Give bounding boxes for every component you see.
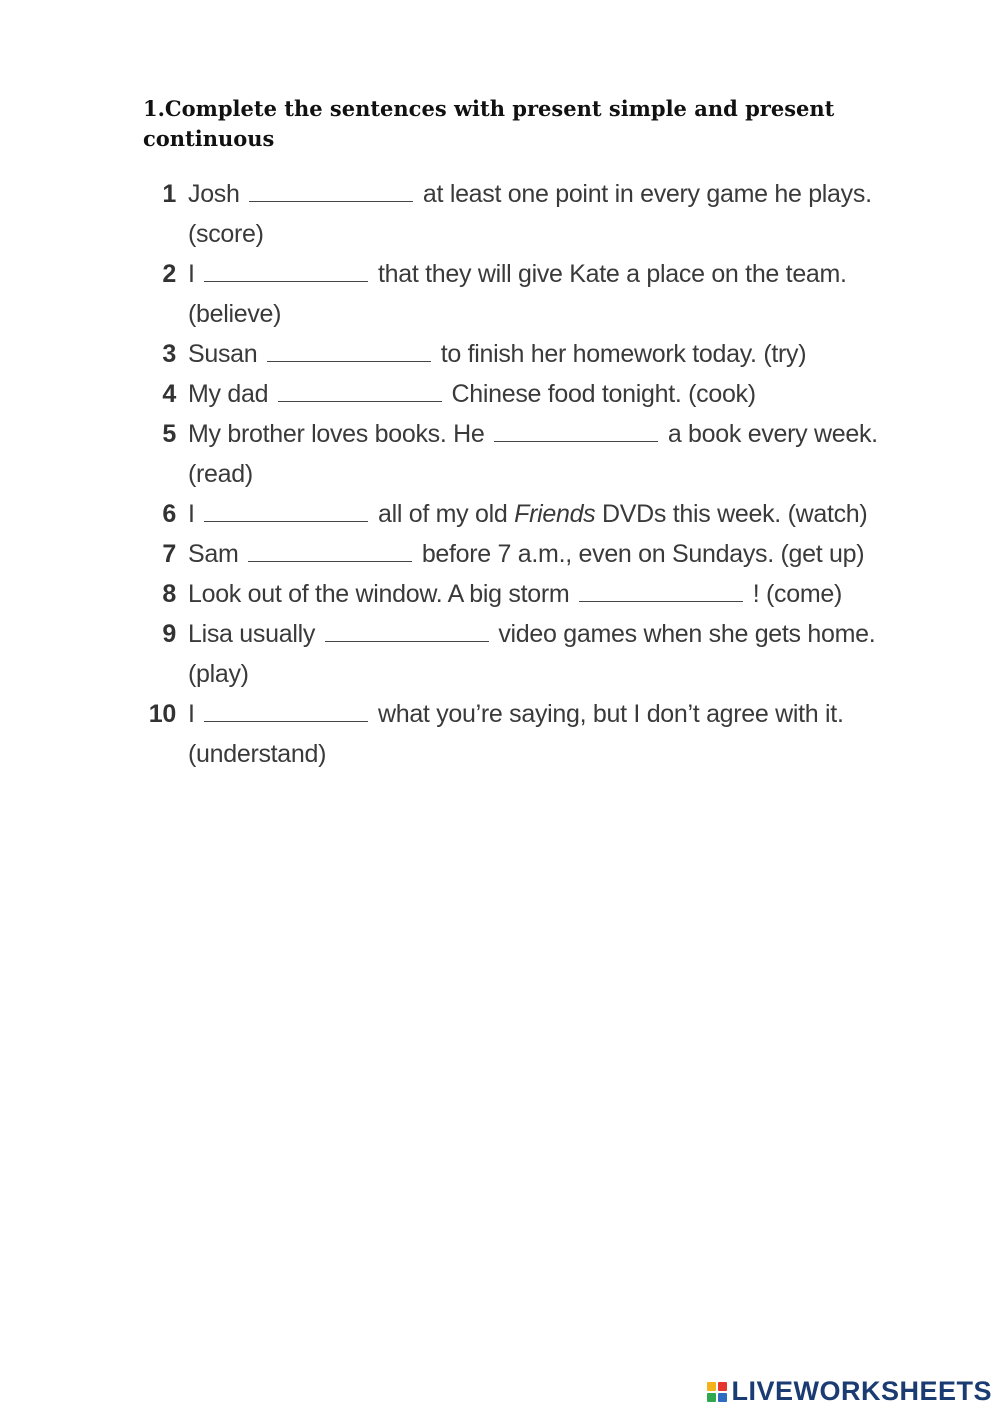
sentence-end: ! (come): [752, 580, 843, 608]
item-number: 8: [162, 580, 176, 608]
sentence-end: what you’re saying, but I don’t agree with it. (understand): [188, 700, 844, 768]
answer-blank-7[interactable]: [248, 537, 412, 562]
item-number: 5: [162, 420, 176, 448]
logo-square: [707, 1393, 716, 1402]
sentence-item-3: [148, 334, 908, 374]
sentence-item-4: [148, 374, 908, 414]
sentence-start: Sam: [188, 540, 239, 568]
item-number: 4: [162, 380, 176, 408]
sentence-end-pre: all of my old: [377, 500, 508, 528]
answer-blank-5[interactable]: [494, 417, 658, 442]
sentence-start: Josh: [188, 180, 240, 208]
item-number: 6: [162, 500, 176, 528]
sentence-end: to finish her homework today. (try): [440, 340, 807, 368]
sentence-end: video games when she gets home. (play): [188, 620, 876, 688]
answer-blank-8[interactable]: [579, 577, 743, 602]
sentence-item-7: [148, 534, 908, 574]
sentence-end-post: DVDs this week. (watch): [602, 500, 868, 528]
italic-title: Friends: [514, 500, 596, 528]
sentence-start: Susan: [188, 340, 258, 368]
sentence-item-2: [148, 254, 908, 334]
item-number: 9: [162, 620, 176, 648]
sentence-end: at least one point in every game he plays. (score): [188, 180, 872, 248]
sentence-end: a book every week. (read): [188, 420, 878, 488]
answer-blank-3[interactable]: [267, 337, 431, 362]
answer-blank-2[interactable]: [204, 257, 368, 282]
item-number: 10: [148, 700, 176, 728]
sentence-end: that they will give Kate a place on the team. (believe): [188, 260, 847, 328]
sentence-start: My brother loves books. He: [188, 420, 485, 448]
sentence-item-1: [148, 174, 908, 254]
item-number: 1: [162, 180, 176, 208]
item-number: 3: [162, 340, 176, 368]
sentence-item-6: [148, 494, 908, 534]
answer-blank-10[interactable]: [204, 697, 368, 722]
logo-square: [718, 1382, 727, 1391]
sentence-start: My dad: [188, 380, 269, 408]
liveworksheets-logo-icon: [707, 1382, 727, 1402]
sentence-item-5: [148, 414, 908, 494]
sentence-end: before 7 a.m., even on Sundays. (get up): [421, 540, 865, 568]
answer-blank-9[interactable]: [325, 617, 489, 642]
exercise-title: 1.Complete the sentences with present simple and present continuous: [143, 96, 835, 151]
item-number: 2: [162, 260, 176, 288]
sentence-start: I: [188, 700, 195, 728]
sentence-start: I: [188, 500, 195, 528]
sentence-start: Lisa usually: [188, 620, 316, 648]
liveworksheets-watermark: [707, 1376, 992, 1407]
sentence-list: [148, 174, 908, 774]
answer-blank-4[interactable]: [278, 377, 442, 402]
sentence-end: Chinese food tonight. (cook): [451, 380, 756, 408]
answer-blank-1[interactable]: [249, 177, 413, 202]
sentence-start: I: [188, 260, 195, 288]
answer-blank-6[interactable]: [204, 497, 368, 522]
sentence-item-10: [148, 694, 908, 774]
sentence-start: Look out of the window. A big storm: [188, 580, 570, 608]
item-number: 7: [162, 540, 176, 568]
brand-text: LIVEWORKSHEETS: [731, 1376, 992, 1406]
sentence-item-8: [148, 574, 908, 614]
logo-square: [718, 1393, 727, 1402]
sentence-item-9: [148, 614, 908, 694]
logo-square: [707, 1382, 716, 1391]
